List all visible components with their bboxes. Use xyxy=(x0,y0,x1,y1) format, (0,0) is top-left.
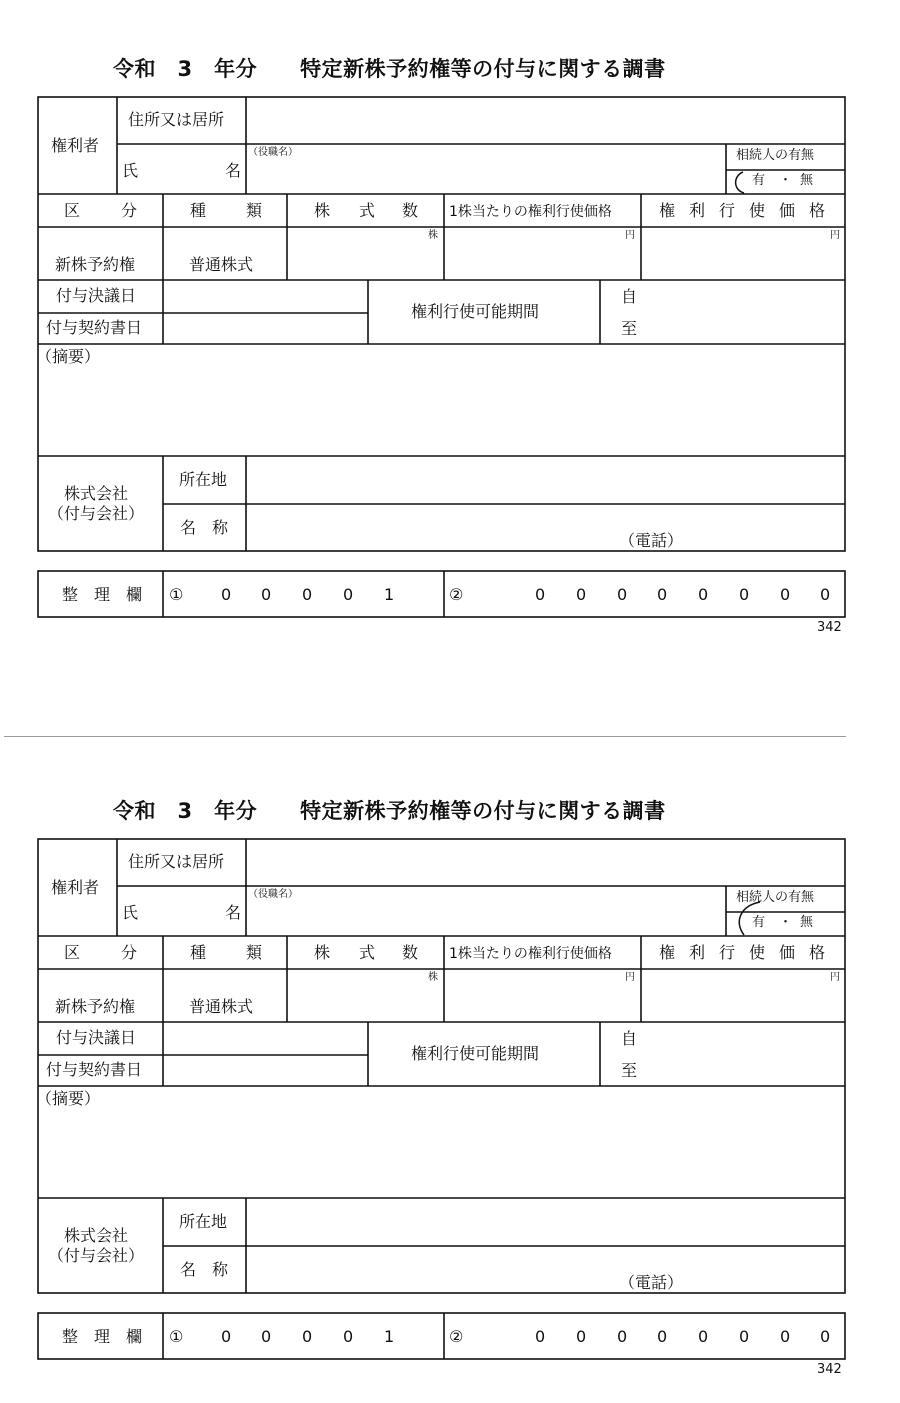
period-to-label: 至 xyxy=(621,1061,638,1080)
ref-1-digit: 0 xyxy=(302,1327,313,1346)
company-label: 株式会社 xyxy=(64,1226,129,1245)
heir-dot: ・ xyxy=(779,915,793,930)
company-label: 株式会社 xyxy=(64,484,129,503)
ref-2-digit: 0 xyxy=(657,585,668,604)
unit-yen-exercise-price: 円 xyxy=(830,230,840,241)
heir-yes-circle-mark xyxy=(736,172,744,193)
header-kind-2: 類 xyxy=(246,943,263,962)
form-code: 342 xyxy=(817,620,842,635)
ref-1-digit: 1 xyxy=(384,1327,395,1346)
ref-1-digit: 0 xyxy=(221,1327,232,1346)
unit-yen-exercise-price: 円 xyxy=(830,972,840,983)
phone-label: （電話） xyxy=(619,1273,684,1292)
ref-2-digit: 0 xyxy=(535,585,546,604)
header-category-2: 分 xyxy=(121,943,138,962)
ref-2-digit: 0 xyxy=(739,585,750,604)
summary-label: （摘要） xyxy=(36,347,101,366)
ref-2-digit: 0 xyxy=(820,1327,831,1346)
page-separator xyxy=(4,736,846,737)
location-label: 所在地 xyxy=(179,1212,228,1231)
header-category-1: 区 xyxy=(64,201,81,220)
header-shares-3: 数 xyxy=(402,943,419,962)
ref-2-digit: 0 xyxy=(739,1327,750,1346)
unit-shares: 株 xyxy=(428,230,438,241)
header-shares-3: 数 xyxy=(402,201,419,220)
contract-date-label: 付与契約書日 xyxy=(46,1060,143,1079)
ref-2-digit: 0 xyxy=(617,1327,628,1346)
ref-2-mark: ② xyxy=(449,1327,464,1346)
unit-shares: 株 xyxy=(428,972,438,983)
ref-1-digit: 0 xyxy=(343,1327,354,1346)
category-value: 新株予約権 xyxy=(55,997,136,1016)
name-label-first: 氏 xyxy=(122,161,139,180)
header-shares-2: 式 xyxy=(359,943,376,962)
heir-dot: ・ xyxy=(779,173,793,188)
holder-label: 権利者 xyxy=(51,878,100,897)
exercise-period-label: 権利行使可能期間 xyxy=(411,1044,540,1063)
ref-2-digit: 0 xyxy=(698,1327,709,1346)
name-label-second: 名 xyxy=(225,903,242,922)
payment-record-form-1 xyxy=(0,0,900,640)
header-category-1: 区 xyxy=(64,943,81,962)
header-kind-1: 種 xyxy=(190,201,207,220)
header-shares-1: 株 xyxy=(314,201,331,220)
company-sublabel: （付与会社） xyxy=(48,1246,145,1265)
company-name-label: 名 称 xyxy=(180,1260,229,1279)
ref-2-digit: 0 xyxy=(780,1327,791,1346)
address-label: 住所又は居所 xyxy=(128,852,225,871)
heir-yes: 有 xyxy=(752,173,766,188)
header-shares-2: 式 xyxy=(359,201,376,220)
exercise-period-label: 権利行使可能期間 xyxy=(411,302,540,321)
header-exercise-price: 権 利 行 使 価 格 xyxy=(659,943,825,962)
header-exercise-price: 権 利 行 使 価 格 xyxy=(659,201,825,220)
holder-label: 権利者 xyxy=(51,136,100,155)
ref-1-digit: 0 xyxy=(261,1327,272,1346)
heir-no: 無 xyxy=(800,173,814,188)
period-to-label: 至 xyxy=(621,319,638,338)
kind-value: 普通株式 xyxy=(189,997,254,1016)
contract-date-label: 付与契約書日 xyxy=(46,318,143,337)
heir-label: 相続人の有無 xyxy=(736,890,815,905)
position-label: （役職名） xyxy=(248,889,298,900)
ref-1-mark: ① xyxy=(169,1327,184,1346)
company-name-label: 名 称 xyxy=(180,518,229,537)
ref-1-digit: 0 xyxy=(343,585,354,604)
header-kind-2: 類 xyxy=(246,201,263,220)
form-title: 令和 3 年分 特定新株予約権等の付与に関する調書 xyxy=(113,57,666,81)
payment-record-form-2 xyxy=(0,742,900,1382)
ref-2-digit: 0 xyxy=(535,1327,546,1346)
ref-1-mark: ① xyxy=(169,585,184,604)
ref-2-digit: 0 xyxy=(657,1327,668,1346)
unit-yen-price-per-share: 円 xyxy=(625,230,635,241)
ref-2-digit: 0 xyxy=(617,585,628,604)
header-category-2: 分 xyxy=(121,201,138,220)
ref-2-mark: ② xyxy=(449,585,464,604)
ref-2-digit: 0 xyxy=(576,1327,587,1346)
period-from-label: 自 xyxy=(621,287,638,306)
ref-1-digit: 0 xyxy=(261,585,272,604)
location-label: 所在地 xyxy=(179,470,228,489)
header-kind-1: 種 xyxy=(190,943,207,962)
ref-2-digit: 0 xyxy=(698,585,709,604)
header-shares-1: 株 xyxy=(314,943,331,962)
heir-no: 無 xyxy=(800,915,814,930)
phone-label: （電話） xyxy=(619,531,684,550)
company-sublabel: （付与会社） xyxy=(48,504,145,523)
category-value: 新株予約権 xyxy=(55,255,136,274)
resolution-date-label: 付与決議日 xyxy=(56,286,137,305)
unit-yen-price-per-share: 円 xyxy=(625,972,635,983)
header-price-per-share: 1株当たりの権利行使価格 xyxy=(449,204,612,220)
period-from-label: 自 xyxy=(621,1029,638,1048)
ref-label: 整 理 欄 xyxy=(62,1327,143,1346)
heir-yes: 有 xyxy=(752,915,766,930)
ref-label: 整 理 欄 xyxy=(62,585,143,604)
position-label: （役職名） xyxy=(248,147,298,158)
ref-2-digit: 0 xyxy=(820,585,831,604)
name-label-first: 氏 xyxy=(122,903,139,922)
ref-1-digit: 0 xyxy=(302,585,313,604)
resolution-date-label: 付与決議日 xyxy=(56,1028,137,1047)
address-label: 住所又は居所 xyxy=(128,110,225,129)
ref-2-digit: 0 xyxy=(780,585,791,604)
ref-1-digit: 1 xyxy=(384,585,395,604)
form-title: 令和 3 年分 特定新株予約権等の付与に関する調書 xyxy=(113,799,666,823)
ref-2-digit: 0 xyxy=(576,585,587,604)
name-label-second: 名 xyxy=(225,161,242,180)
kind-value: 普通株式 xyxy=(189,255,254,274)
form-code: 342 xyxy=(817,1362,842,1377)
summary-label: （摘要） xyxy=(36,1089,101,1108)
header-price-per-share: 1株当たりの権利行使価格 xyxy=(449,946,612,962)
heir-label: 相続人の有無 xyxy=(736,148,815,163)
ref-1-digit: 0 xyxy=(221,585,232,604)
